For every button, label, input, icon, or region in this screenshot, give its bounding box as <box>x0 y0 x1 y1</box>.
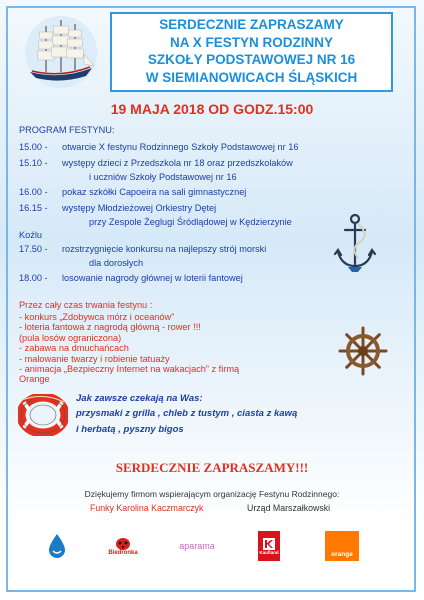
kaufland-logo-text: Kaufland <box>259 549 279 555</box>
title-line-1: SERDECZNIE ZAPRASZAMY <box>159 17 344 32</box>
water-drop-icon <box>47 533 67 559</box>
food-line: i herbatą , pyszny bigos <box>76 424 184 435</box>
program-time: 18.00 - <box>19 273 48 283</box>
anchor-illustration <box>330 212 380 274</box>
sailing-ship-illustration <box>22 14 100 90</box>
program-text: i uczniów Szkoły Podstawowej nr 16 <box>89 172 237 182</box>
festival-item: - konkurs „Zdobywca mórz i oceanów” <box>19 312 175 322</box>
ship-wheel-illustration <box>338 326 388 376</box>
festival-heading: Przez cały czas trwania festynu : <box>19 300 153 310</box>
festival-item: - loteria fantowa z nagrodą główną - rower !!! <box>19 322 201 332</box>
title-box <box>110 12 393 92</box>
sponsor-funky: Funky Karolina Kaczmarczyk <box>90 503 204 513</box>
food-line: przysmaki z grilla , chleb z tustym , ciasta z kawą <box>76 408 298 419</box>
orange-logo-text: orange <box>331 551 353 558</box>
kaufland-mark-icon <box>263 538 275 550</box>
program-text: losowanie nagrody głównej w loterii fantowej <box>62 273 243 283</box>
program-text: dla dorosłych <box>89 258 144 268</box>
festival-item: - malowanie twarzy i robienie tatuaży <box>19 354 170 364</box>
biedronka-logo <box>102 530 144 562</box>
festival-item: - zabawa na dmuchańcach <box>19 343 129 353</box>
orange-logo <box>325 531 359 561</box>
aparama-logo <box>177 530 217 562</box>
program-time: 16.15 - <box>19 203 48 213</box>
title-line-2: NA X FESTYN RODZINNY <box>169 34 333 50</box>
ladybug-icon <box>115 536 131 550</box>
event-date: 19 MAJA 2018 OD GODZ.15:00 <box>110 101 314 117</box>
program-time: 16.00 - <box>19 187 48 197</box>
program-text: przy Zespole Żeglugi Śródlądowej w Kędzierzynie <box>89 217 292 227</box>
sponsor-urzad: Urząd Marszałkowski <box>247 503 331 513</box>
sponsor-thanks: Dziękujemy firmom wspierającym organizację Festynu Rodzinnego: <box>84 489 340 499</box>
program-text: otwarcie X festynu Rodzinnego Szkoły Podstawowej nr 16 <box>62 142 299 152</box>
program-text: występy dzieci z Przedszkola nr 18 oraz przedszkolaków <box>62 158 293 168</box>
program-text: rozstrzygnięcie konkursu na najlepszy strój morski <box>62 244 267 254</box>
program-time: 17.50 - <box>19 244 48 254</box>
water-drop-logo <box>45 530 69 562</box>
title-line-3: SZKOŁY PODSTAWOWEJ NR 16 <box>147 52 356 67</box>
program-text: Koźlu <box>19 230 42 240</box>
closing-invitation: SERDECZNIE ZAPRASZAMY!!! <box>115 460 309 475</box>
poster-border <box>6 6 416 592</box>
program-time: 15.00 - <box>19 142 48 152</box>
program-text: pokaz szkółki Capoeira na sali gimnastycznej <box>62 187 247 197</box>
festival-item: - animacja „Bezpieczny Internet na wakacjach” z firmą <box>19 364 240 374</box>
title-line-4: W SIEMIANOWICACH ŚLĄSKICH <box>145 69 358 85</box>
aparama-logo-text: aparama <box>179 541 215 551</box>
festival-item: Orange <box>19 374 50 384</box>
program-text: występy Młodzieżowej Orkiestry Dętej <box>62 203 217 213</box>
program-time: 15.10 - <box>19 158 48 168</box>
program-heading: PROGRAM FESTYNU: <box>19 125 115 135</box>
life-ring-illustration <box>18 394 68 436</box>
festival-item: (pula losów ograniczona) <box>19 333 122 343</box>
food-intro: Jak zawsze czekają na Was: <box>76 393 203 404</box>
kaufland-logo <box>258 531 280 561</box>
biedronka-logo-text: Biedronka <box>108 550 138 556</box>
